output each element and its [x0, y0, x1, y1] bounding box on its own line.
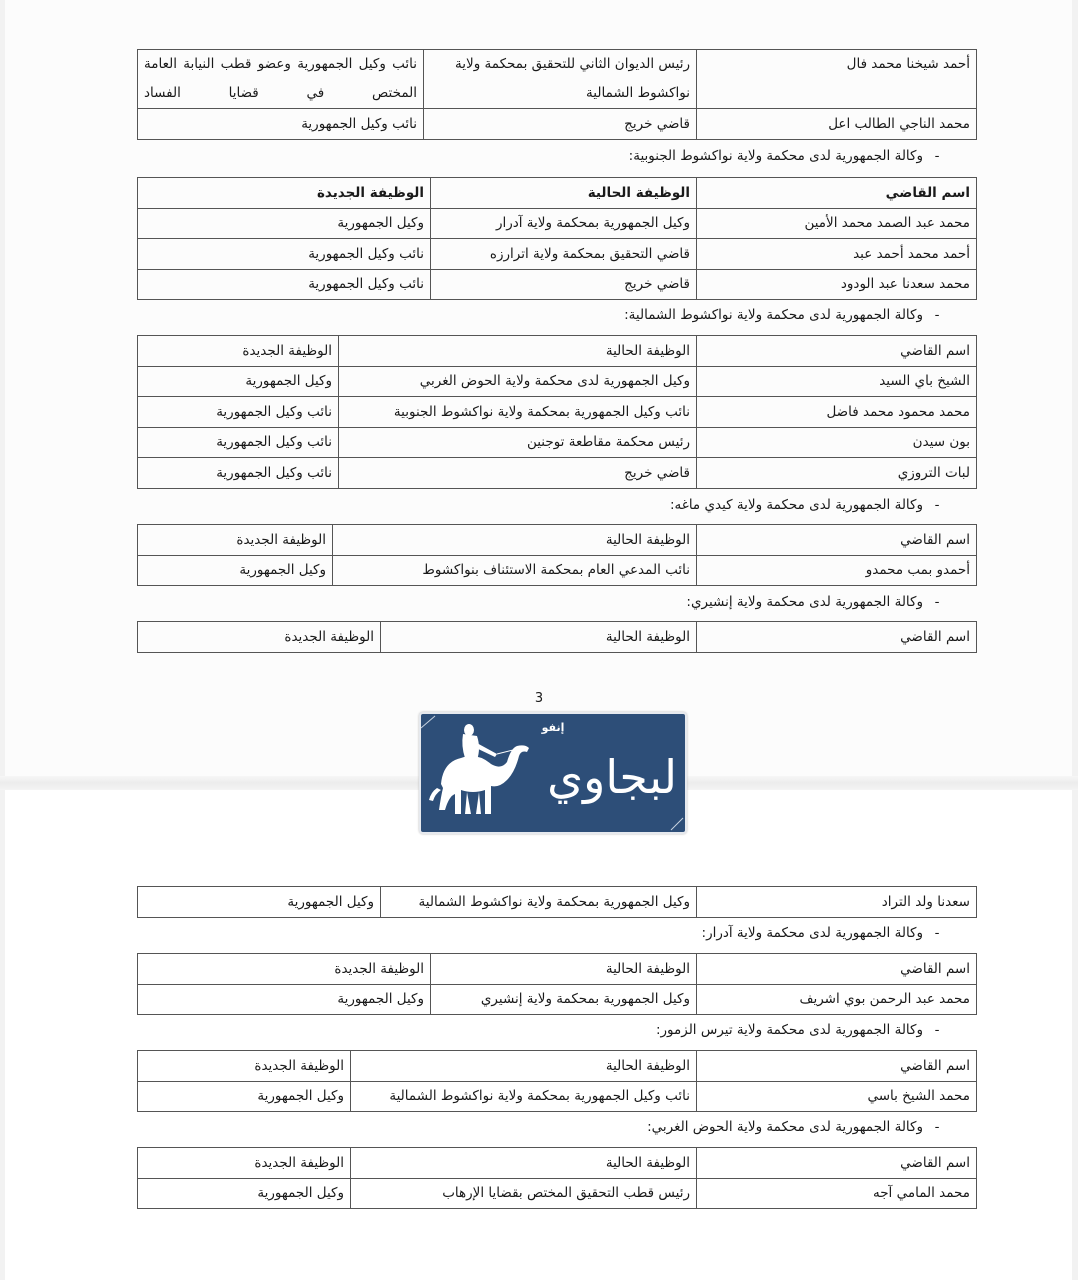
new-position: نائب وكيل الجمهورية: [138, 397, 339, 428]
current-position: رئيس محكمة مقاطعة توجنين: [339, 427, 697, 458]
table-header-row: [138, 622, 977, 653]
header-new-position: الوظيفة الجديدة: [138, 525, 333, 556]
new-position: وكيل الجمهورية: [138, 887, 381, 918]
header-new-position: الوظيفة الجديدة: [138, 1051, 351, 1082]
header-judge-name: اسم القاضي: [697, 1051, 977, 1082]
logo-subtitle: إنفو: [541, 721, 565, 734]
table-row: [138, 1081, 977, 1112]
table-hodh-el-gharbi: [137, 1147, 977, 1209]
new-position: نائب وكيل الجمهورية: [138, 239, 431, 270]
section-heading: [686, 593, 951, 611]
table-nouakchott-sud: [137, 177, 977, 300]
table-row: [138, 366, 977, 397]
new-position: نائب وكيل الجمهورية: [138, 109, 424, 140]
judge-name: محمد الناجي الطالب اعل: [697, 109, 977, 140]
table-header-row: [138, 954, 977, 985]
judge-name: محمد الشيخ باسي: [697, 1081, 977, 1112]
table-row: [138, 50, 977, 109]
judge-name: محمد عبد الرحمن بوي اشريف: [697, 984, 977, 1015]
section-title: وكالة الجمهورية لدى محكمة ولاية آدرار:: [701, 925, 923, 941]
table-row: [138, 887, 977, 918]
header-new-position: الوظيفة الجديدة: [138, 954, 431, 985]
section-heading: [629, 147, 951, 165]
judge-name: محمد عبد الصمد محمد الأمين: [697, 208, 977, 239]
judge-name: بون سيدن: [697, 427, 977, 458]
judge-name: محمد سعدنا عبد الودود: [697, 269, 977, 300]
new-position: وكيل الجمهورية: [138, 1081, 351, 1112]
section-title: وكالة الجمهورية لدى محكمة ولاية نواكشوط الجنوبية:: [628, 148, 923, 164]
section-heading: [702, 924, 951, 942]
header-judge-name: اسم القاضي: [697, 954, 977, 985]
table-row: [138, 269, 977, 300]
scrollbar-track[interactable]: [1072, 0, 1078, 1280]
section-title: وكالة الجمهورية لدى محكمة ولاية إنشيري:: [686, 594, 923, 610]
current-position: قاضي خريج: [431, 269, 697, 300]
table-row: [138, 239, 977, 270]
current-position: قاضي خريج: [424, 109, 697, 140]
section-title: وكالة الجمهورية لدى محكمة ولاية تيرس الزمور:: [655, 1022, 923, 1038]
table-header-row: [138, 336, 977, 367]
table-row: [138, 984, 977, 1015]
header-current-position: الوظيفة الحالية: [431, 178, 697, 209]
current-position: وكيل الجمهورية بمحكمة ولاية إنشيري: [431, 984, 697, 1015]
current-position: وكيل الجمهورية بمحكمة ولاية آدرار: [431, 208, 697, 239]
page-number: 3: [534, 691, 544, 706]
judge-name: سعدنا ولد التراد: [697, 887, 977, 918]
table-row: [138, 458, 977, 489]
bullet-dash: -: [934, 925, 940, 941]
new-position: وكيل الجمهورية: [138, 555, 333, 586]
lebjawi-info-logo: [419, 712, 687, 834]
table-row: [138, 109, 977, 140]
table-header-row: [138, 525, 977, 556]
judge-name: أحمد شيخنا محمد فال: [697, 50, 977, 109]
table-header-row: [138, 1148, 977, 1179]
current-position: وكيل الجمهورية لدى محكمة ولاية الحوض الغربي: [339, 366, 697, 397]
header-new-position: الوظيفة الجديدة: [138, 1148, 351, 1179]
section-heading: [656, 1021, 951, 1039]
header-judge-name: اسم القاضي: [697, 1148, 977, 1179]
current-position: نائب وكيل الجمهورية بمحكمة ولاية نواكشوط الجنوبية: [339, 397, 697, 428]
current-position: رئيس الديوان الثاني للتحقيق بمحكمة ولاية نواكشوط الشمالية: [424, 50, 697, 109]
table-header-row: [138, 1051, 977, 1082]
section-heading: [647, 1118, 951, 1136]
header-current-position: الوظيفة الحالية: [431, 954, 697, 985]
table-row: [138, 555, 977, 586]
table-continuation-nouakchott-nord: [137, 886, 977, 918]
header-current-position: الوظيفة الحالية: [381, 622, 697, 653]
table-header-row: [138, 178, 977, 209]
new-position: وكيل الجمهورية: [138, 1178, 351, 1209]
table-inchiri: [137, 621, 977, 653]
judge-name: أحمدو بمب محمدو: [697, 555, 977, 586]
table-nouakchott-nord: [137, 335, 977, 489]
header-judge-name: اسم القاضي: [697, 178, 977, 209]
new-position: نائب وكيل الجمهورية: [138, 458, 339, 489]
judge-name: محمد المامي آجه: [697, 1178, 977, 1209]
bullet-dash: -: [934, 1119, 940, 1135]
table-continuation-top: [137, 49, 977, 140]
new-position: وكيل الجمهورية: [138, 366, 339, 397]
current-position: قاضي خريج: [339, 458, 697, 489]
judge-name: لبات التروزي: [697, 458, 977, 489]
header-current-position: الوظيفة الحالية: [339, 336, 697, 367]
header-judge-name: اسم القاضي: [697, 336, 977, 367]
header-judge-name: اسم القاضي: [697, 622, 977, 653]
table-row: [138, 397, 977, 428]
new-position: وكيل الجمهورية: [138, 984, 431, 1015]
logo-wordmark: لبجاوي: [547, 750, 677, 804]
section-title: وكالة الجمهورية لدى محكمة ولاية كيدي ماغه:: [669, 497, 923, 513]
current-position: وكيل الجمهورية بمحكمة ولاية نواكشوط الشمالية: [381, 887, 697, 918]
bullet-dash: -: [934, 594, 940, 610]
bullet-dash: -: [934, 497, 940, 513]
table-row: [138, 1178, 977, 1209]
new-position: نائب وكيل الجمهورية: [138, 427, 339, 458]
header-current-position: الوظيفة الحالية: [351, 1148, 697, 1179]
judge-name: أحمد محمد أحمد عبد: [697, 239, 977, 270]
current-position: نائب وكيل الجمهورية بمحكمة ولاية نواكشوط الشمالية: [351, 1081, 697, 1112]
section-heading: [670, 496, 951, 514]
table-row: [138, 427, 977, 458]
header-current-position: الوظيفة الحالية: [351, 1051, 697, 1082]
header-new-position: الوظيفة الجديدة: [138, 178, 431, 209]
table-row: [138, 208, 977, 239]
header-judge-name: اسم القاضي: [697, 525, 977, 556]
judge-name: الشيخ باي السيد: [697, 366, 977, 397]
table-guidimakha: [137, 524, 977, 586]
current-position: نائب المدعي العام بمحكمة الاستئناف بنواكشوط: [333, 555, 697, 586]
table-tiris-zemmour: [137, 1050, 977, 1112]
section-title: وكالة الجمهورية لدى محكمة ولاية نواكشوط الشمالية:: [624, 307, 923, 323]
section-title: وكالة الجمهورية لدى محكمة ولاية الحوض الغربي:: [647, 1119, 923, 1135]
new-position: نائب وكيل الجمهورية وعضو قطب النيابة العامة المختص في قضايا الفساد: [138, 50, 424, 109]
header-current-position: الوظيفة الحالية: [333, 525, 697, 556]
header-new-position: الوظيفة الجديدة: [138, 336, 339, 367]
new-position: وكيل الجمهورية: [138, 208, 431, 239]
judge-name: محمد محمود محمد فاضل: [697, 397, 977, 428]
table-adrar: [137, 953, 977, 1015]
header-new-position: الوظيفة الجديدة: [138, 622, 381, 653]
current-position: رئيس قطب التحقيق المختص بقضايا الإرهاب: [351, 1178, 697, 1209]
bullet-dash: -: [934, 1022, 940, 1038]
bullet-dash: -: [934, 148, 940, 164]
section-heading: [624, 306, 951, 324]
bullet-dash: -: [934, 307, 940, 323]
current-position: قاضي التحقيق بمحكمة ولاية اترارزه: [431, 239, 697, 270]
new-position: نائب وكيل الجمهورية: [138, 269, 431, 300]
